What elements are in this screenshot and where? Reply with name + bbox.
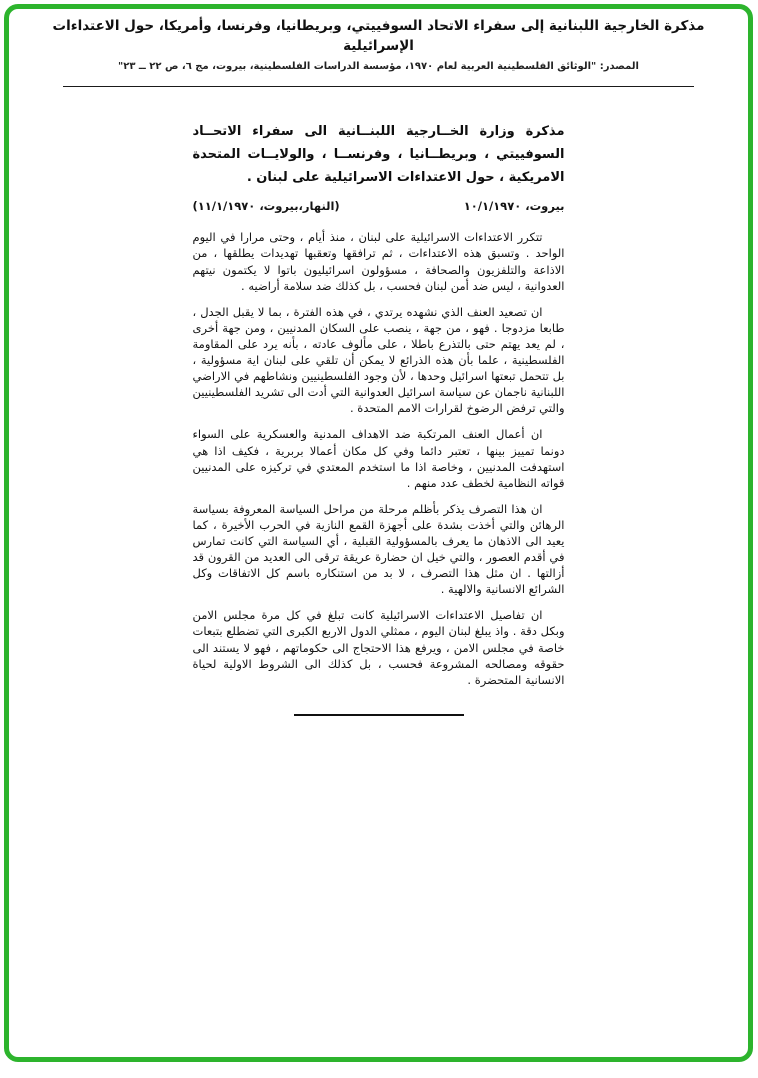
paragraph-3: ان أعمال العنف المرتكبة ضد الاهداف المدنية والعسكرية على السواء دونما تمييز بينها ، تعتبر دائما وفي كل مكان أعمالا بربرية ، فكيف اذا هي استهدفت المدنيين ، وخاصة اذا ما استخدم المعتدي في تركيزه على المدنيين قواته النظامية لخطف عدد منهم . [192,427,565,490]
paragraph-1: تتكرر الاعتداءات الاسرائيلية على لبنان ، منذ أيام ، وحتى مرارا في اليوم الواحد . وتسبق هذه الاعتداءات ، ثم ترافقها وتعقبها تهديدات يطلقها ، من الاذاعة والتلفزيون والصحافة ، مسؤولون اسرائيليون باتوا لا يكتمون نيتهم العدوانية ، ليس ضد أمن لبنان فحسب ، بل كذلك ضد سلامة أراضيه . [192,230,565,293]
paragraph-4: ان هذا التصرف يذكر بأظلم مرحلة من مراحل السياسة المعروفة بسياسة الرهائن والتي أخذت بشدة على أجهزة القمع النازية في الحرب الأخيرة ، كما يعيد الى الاذهان ما يعرف بالمسؤولية القبلية ، أي السياسة التي كانت تمارس في أقدم العصور ، والتي خيل ان حضارة عريقة ترقى الى العديد من القرون قد أزالتها . ان مثل هذا التصرف ، لا بد من استنكاره باسم كل الاتفاقات وكل الشرائع الانسانية والالهية . [192,501,565,597]
dateline-place-date: بيروت، ١٠/١/١٩٧٠ [463,199,565,214]
page-title: مذكرة الخارجية اللبنانية إلى سفراء الاتحاد السوفييتي، وبريطانيا، وفرنسا، وأمريكا، حول الاعتداءات الإسرائيلية [52,18,705,54]
dateline-row [193,199,565,213]
page-border [4,4,753,1062]
document-heading: مذكرة وزارة الخــارجية اللبنــانية الى سفراء الاتحــاد السوفييتي ، وبريطــانيا ، وفرنســا ، والولايــات المتحدة الامريكية ، حول الاعتداءات الاسرائيلية على لبنان . [192,124,565,185]
page-content [9,9,748,1057]
footer-rule [294,714,464,717]
source-citation: المصدر: "الوثائق الفلسطينية العربية لعام ١٩٧٠، مؤسسة الدراسات الفلسطينية، بيروت، مج ٦، ص ٢٢ ــ ٢٣" [118,61,639,73]
paragraph-5: ان تفاصيل الاعتداءات الاسرائيلية كانت تبلغ في كل مرة مجلس الامن وبكل دقة . واذ يبلغ لبنان اليوم ، ممثلي الدول الاربع الكبرى التي تضطلع بتبعات خاصة في مجلس الامن ، ويرفع هذا الاحتجاج الى حكوماتهم ، فهو لا يستند الى حقوقه ومصالحه المشروعة فحسب ، بل كذلك الى الشروط الاولية لحياة الانسانية المتحضرة . [192,608,565,687]
paragraph-2: ان تصعيد العنف الذي نشهده يرتدي ، في هذه الفترة ، بما لا يقبل الجدل ، طابعا مزدوجا . فهو ، من جهة ، ينصب على السكان المدنيين ، ومن جهة أخرى ، لم يعد يهتم حتى بالتذرع باطلا ، على مألوف عادته ، بأنه يرد على المقاومة الفلسطينية ، علما بأن هذه الذرائع لا يمكن أن تلقي على لبنان اية مسؤولية ، بل تتحمل تبعتها اسرائيل وحدها ، لأن وجود الفلسطينيين ونشاطهم في الاراضي اللبنانية ناجمان عن سياسة اسرائيل العدوانية التي أدت الى تشريد الفلسطينيين والتي ترفض الرضوخ لقرارات الامم المتحدة . [192,304,565,416]
document-body [193,121,565,716]
dateline-newspaper: (النهار،بيروت، ١١/١/١٩٧٠) [192,199,340,214]
header-divider [63,86,694,87]
